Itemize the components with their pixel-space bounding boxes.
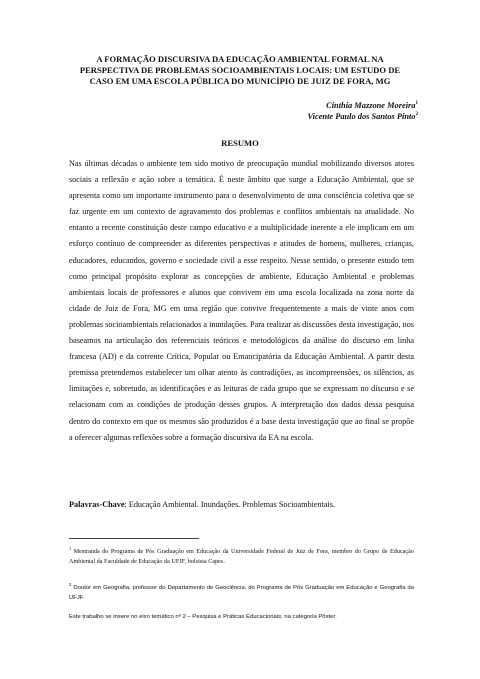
author-1: [308, 100, 418, 111]
footnote-1: [69, 547, 414, 567]
abstract-text: Nas últimas décadas o ambiente tem sido motivo de preocupação mundial mobilizando diversos atores sociais a reflexão e ação sobre a temática. É neste âmbito que surge a Educação Ambiental, que se apresenta como um importante instrumento para o desenvolvimento de uma consciência coletiva que se faz urgente em um contexto de agravamento dos problemas e conflitos ambientais na atualidade. No entanto a recente constituição deste campo educativo e a multiplicidade inerente a ele implicam em um esforço contínuo de compreender as diferentes perspectivas e atitudes de homens, mulheres, crianças, educadores, educandos, governo e sociedade civil a esse respeito. Nesse sentido, o presente estudo tem como principal propósito explorar as concepções de ambiente, Educação Ambiental e problemas ambientais locais de professores e alunos que convivem em uma escola localizada na zona norte da cidade de Juiz de Fora, MG em uma região que convive frequentemente a mais de vinte anos com problemas socioambientais relacionados a inundações. Para realizar as discussões desta investigação, nos baseamos na articulação dos referenciais teóricos e metodológicos da análise do discurso em linha francesa (AD) e da corrente Crítica, Popular ou Emancipatória da Educação Ambiental. A partir desta premissa pretendemos estabelecer um olhar atento às contradições, as incompreensões, os silêncios, as limitações e, sobretudo, as identificações e as leituras de cada grupo que se expressam no discurso e se relacionam com as condições de produção desses grupos. A interpretação dos dados dessa pesquisa dentro do contexto em que os mesmos são produzidos é a base desta investigação que ao final se propõe a oferecer algumas reflexões sobre a formação discursiva da EA na escola.: [69, 159, 414, 442]
footnote-mark: 2: [69, 582, 72, 588]
author-block: [308, 100, 418, 122]
footnote-ref: 2: [415, 112, 418, 118]
keywords-list: : Educação Ambiental. Inundações. Problemas Socioambientais.: [124, 500, 336, 509]
author-2: [308, 111, 418, 122]
author-name: Vicente Paulo dos Santos Pinto: [307, 112, 416, 121]
keywords-line: [69, 500, 414, 509]
footnote-2: [69, 583, 414, 603]
author-name: Cinthia Mazzone Moreira: [326, 101, 416, 110]
keywords-label: Palavras-Chave: [69, 500, 125, 509]
footnote-separator: [69, 538, 199, 539]
footnote-ref: 1: [415, 101, 418, 107]
footnote-text: Doutor em Geografia, professor do Departamento de Geociência, do Programa de Pós Graduação em Educação e Geografia da UFJF.: [69, 585, 414, 601]
paper-title: A FORMAÇÃO DISCURSIVA DA EDUCAÇÃO AMBIENTAL FORMAL NA PERSPECTIVA DE PROBLEMAS SOCIOAMBIENTAIS LOCAIS: UM ESTUDO DE CASO EM UMA ESCOLA PÚBLICA DO MUNICÍPIO DE JUIZ DE FORA, MG: [79, 54, 401, 86]
abstract-heading: RESUMO: [221, 138, 259, 148]
footnote-text: Mestranda do Programa de Pós Graduação em Educação da Universidade Federal de Juiz de Fora, membro do Grupo de Educação Ambiental da Faculdade de Educação da UFJF, bolsista Capes.: [69, 548, 414, 565]
track-note: Este trabalho se insere no eixo temático nº 2 – Pesquisa e Práticas Educacionais, na categoria Pôster.: [69, 614, 337, 620]
footnote-mark: 1: [69, 545, 72, 551]
